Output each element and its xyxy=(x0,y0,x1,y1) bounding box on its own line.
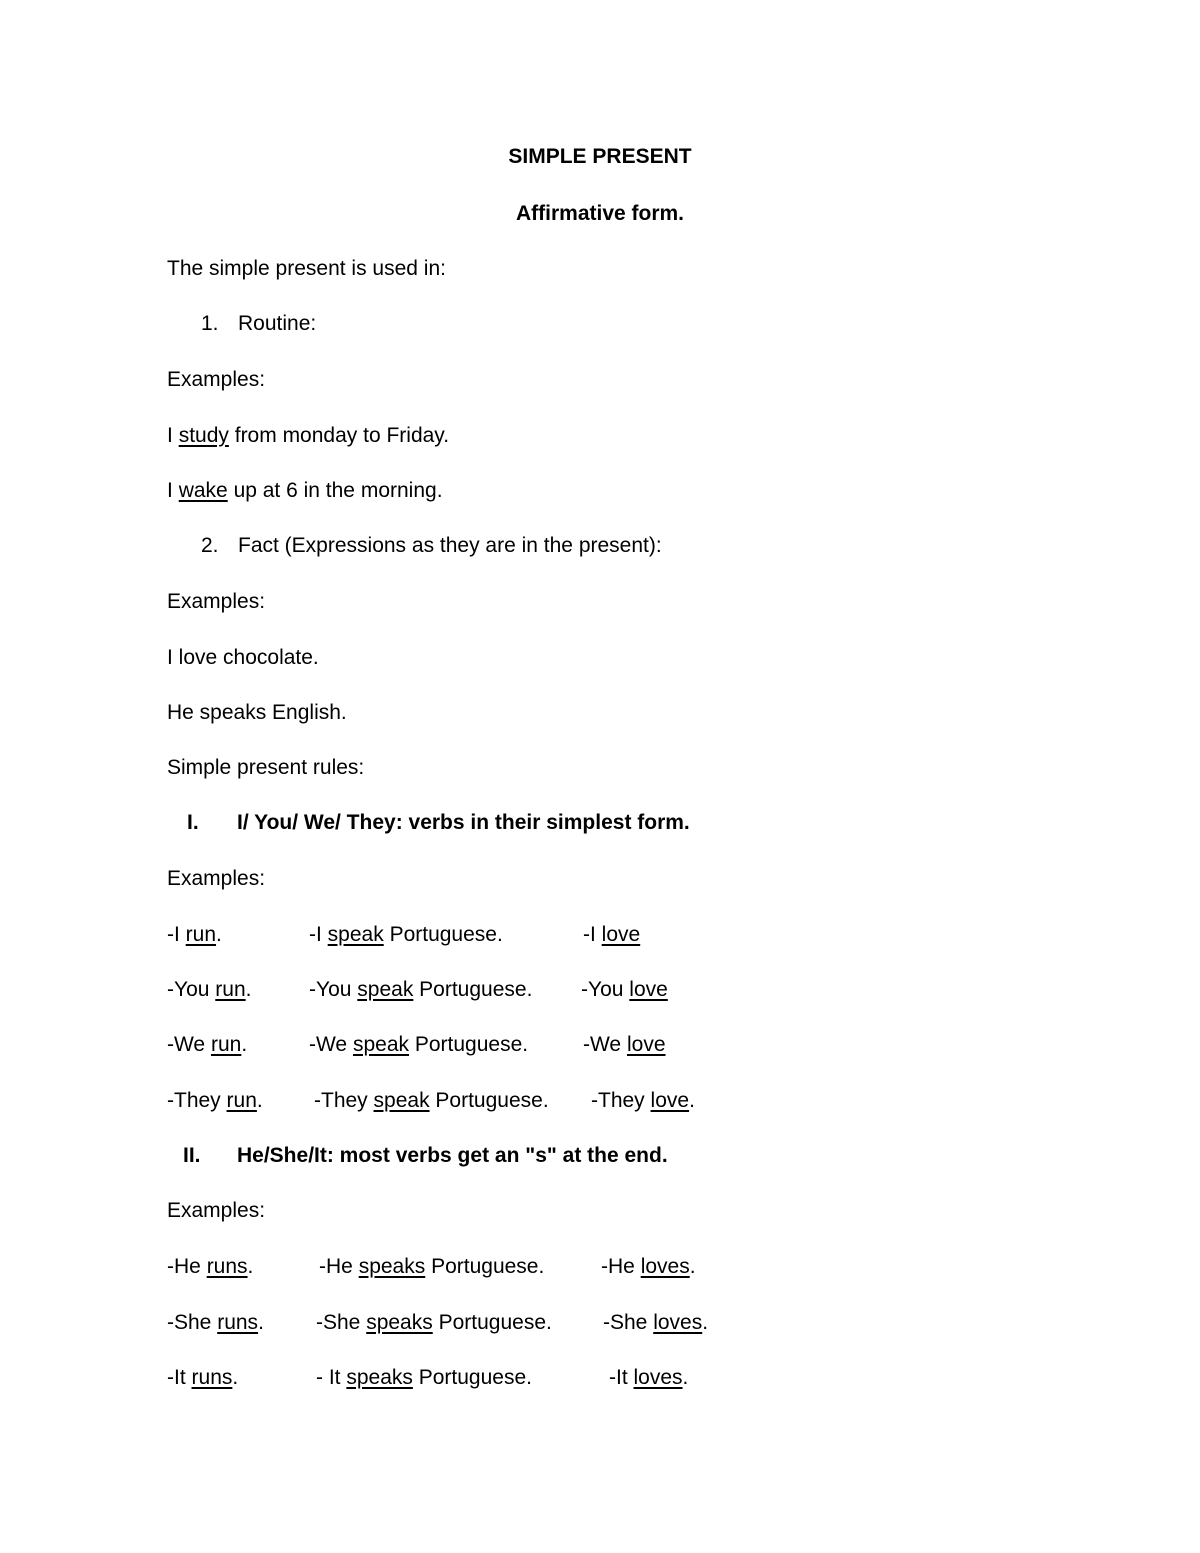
rule-text: I/ You/ We/ They: verbs in their simplest form. xyxy=(237,811,690,834)
verb: loves xyxy=(640,1255,690,1278)
verb: speak xyxy=(352,1033,410,1056)
subject: -We xyxy=(309,1033,348,1056)
verb: love xyxy=(650,1089,690,1112)
verb: run xyxy=(226,1089,257,1112)
rule-numeral: I. xyxy=(187,811,199,834)
subject: -You xyxy=(309,978,352,1001)
subject: -We xyxy=(583,1033,622,1056)
verb: run xyxy=(210,1033,242,1056)
example-cell xyxy=(316,1365,532,1391)
example-cell xyxy=(601,1254,696,1280)
example-cell xyxy=(309,977,532,1003)
routine-example-1 xyxy=(167,423,449,449)
verb: loves xyxy=(653,1311,703,1334)
subject: -I xyxy=(167,923,180,946)
verb: runs xyxy=(206,1255,248,1278)
example-cell xyxy=(316,1310,552,1336)
verb: run xyxy=(185,923,217,946)
verb: speaks xyxy=(358,1255,426,1278)
example-cell xyxy=(581,977,668,1003)
subject: -He xyxy=(167,1255,201,1278)
subject: -You xyxy=(581,978,624,1001)
subject: -They xyxy=(167,1089,221,1112)
examples-label: Examples: xyxy=(167,867,266,890)
subject: -It xyxy=(167,1366,186,1389)
rest: Portuguese. xyxy=(414,1033,529,1056)
rule-1-heading xyxy=(187,810,690,836)
list-text: Fact (Expressions as they are in the present): xyxy=(238,534,662,557)
example-cell xyxy=(314,1088,549,1114)
subject: -They xyxy=(314,1089,368,1112)
fact-example-2: He speaks English. xyxy=(167,701,347,724)
verb: speak xyxy=(357,978,414,1001)
subject: -You xyxy=(167,978,210,1001)
punct: . xyxy=(702,1311,709,1334)
rest: Portuguese. xyxy=(389,923,503,946)
example-cell xyxy=(583,1032,666,1058)
example-cell xyxy=(309,1032,528,1058)
example-cell xyxy=(167,922,222,948)
punct: . xyxy=(256,1089,263,1112)
fact-example-1: I love chocolate. xyxy=(167,646,319,669)
example-cell xyxy=(167,1032,247,1058)
subject: -It xyxy=(609,1366,628,1389)
verb: love xyxy=(629,978,668,1001)
rest: from monday to Friday. xyxy=(234,424,450,447)
subject: -He xyxy=(601,1255,635,1278)
verb: run xyxy=(215,978,246,1001)
rule-text: He/She/It: most verbs get an "s" at the end. xyxy=(237,1144,668,1167)
punct: . xyxy=(247,1255,254,1278)
punct: . xyxy=(258,1311,264,1334)
example-cell xyxy=(309,922,503,948)
punct: . xyxy=(216,923,222,946)
subject: I xyxy=(167,479,173,502)
rule-2-heading xyxy=(183,1143,668,1169)
example-cell xyxy=(167,1310,264,1336)
punct: . xyxy=(689,1255,696,1278)
punct: . xyxy=(689,1089,695,1112)
rest: Portuguese. xyxy=(419,978,533,1001)
verb: speaks xyxy=(366,1311,433,1334)
list-number: 1. xyxy=(201,312,219,335)
example-cell xyxy=(609,1365,688,1391)
page-title: SIMPLE PRESENT xyxy=(508,145,692,168)
example-cell xyxy=(319,1254,544,1280)
verb: love xyxy=(626,1033,666,1056)
verb: wake xyxy=(178,479,228,502)
verb: love xyxy=(601,923,641,946)
rule-numeral: II. xyxy=(183,1144,201,1167)
subject: -She xyxy=(316,1311,361,1334)
verb: loves xyxy=(633,1366,683,1389)
verb: runs xyxy=(191,1366,233,1389)
verb: speak xyxy=(327,923,384,946)
page-subtitle: Affirmative form. xyxy=(515,202,685,225)
subject: -She xyxy=(603,1311,648,1334)
example-cell xyxy=(583,922,640,948)
example-cell xyxy=(591,1088,695,1114)
subject: -I xyxy=(309,923,322,946)
rest: up at 6 in the morning. xyxy=(233,479,443,502)
subject: -She xyxy=(167,1311,212,1334)
example-cell xyxy=(603,1310,708,1336)
subject: -I xyxy=(583,923,596,946)
subject: - It xyxy=(316,1366,341,1389)
rest: Portuguese. xyxy=(431,1255,545,1278)
rules-heading: Simple present rules: xyxy=(167,756,365,779)
example-cell xyxy=(167,1254,253,1280)
rest: Portuguese. xyxy=(435,1089,549,1112)
subject: -They xyxy=(591,1089,645,1112)
subject: -He xyxy=(319,1255,353,1278)
verb: speaks xyxy=(346,1366,413,1389)
example-cell xyxy=(167,1088,263,1114)
rest: Portuguese. xyxy=(418,1366,532,1389)
intro-text: The simple present is used in: xyxy=(167,257,446,280)
list-number: 2. xyxy=(201,534,219,557)
punct: . xyxy=(245,978,252,1001)
list-text: Routine: xyxy=(238,312,317,335)
verb: study xyxy=(178,424,229,447)
list-item-1 xyxy=(201,311,316,337)
routine-example-2 xyxy=(167,478,443,504)
rest: Portuguese. xyxy=(438,1311,552,1334)
examples-label: Examples: xyxy=(167,1199,266,1222)
punct: . xyxy=(241,1033,248,1056)
subject: -We xyxy=(167,1033,206,1056)
verb: runs xyxy=(217,1311,259,1334)
punct: . xyxy=(232,1366,239,1389)
list-item-2 xyxy=(201,533,662,559)
verb: speak xyxy=(373,1089,430,1112)
examples-label: Examples: xyxy=(167,368,266,391)
punct: . xyxy=(682,1366,689,1389)
subject: I xyxy=(167,424,173,447)
examples-label: Examples: xyxy=(167,590,266,613)
example-cell xyxy=(167,1365,238,1391)
example-cell xyxy=(167,977,251,1003)
